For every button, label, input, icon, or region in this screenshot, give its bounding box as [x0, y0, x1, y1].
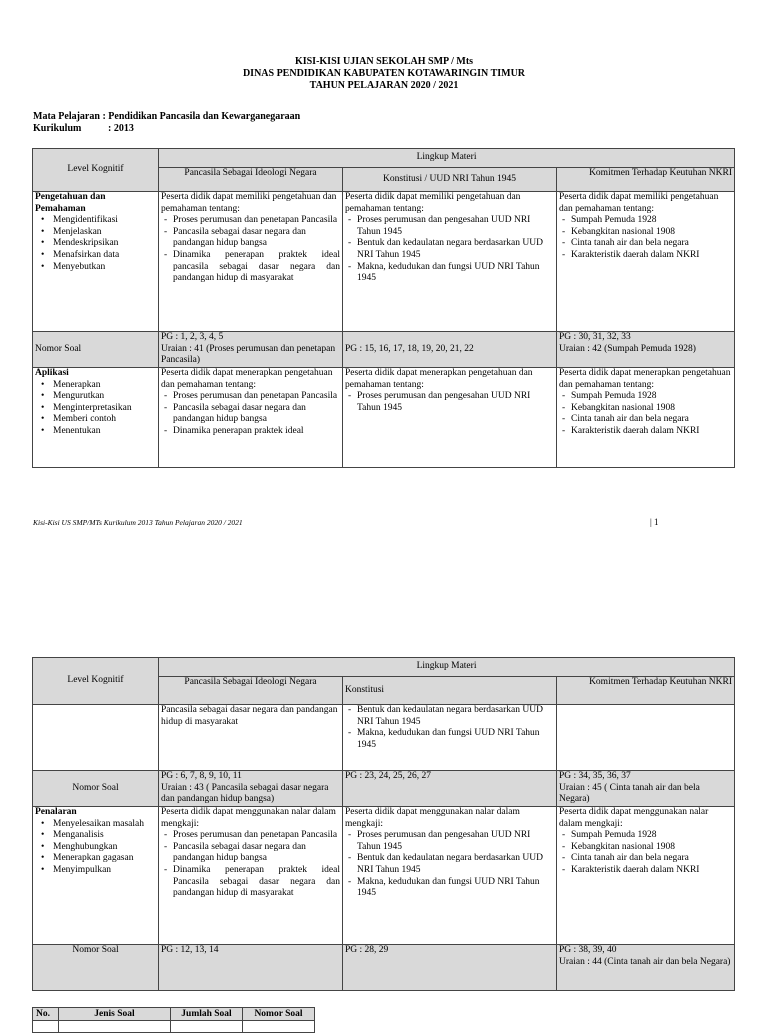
materi-cell: [159, 368, 343, 468]
materi-list: [345, 391, 554, 414]
level-list: [35, 380, 156, 438]
nomor-soal-cell: [343, 771, 557, 807]
pg-numbers: PG : 30, 31, 32, 33: [559, 332, 631, 342]
materi-list: [345, 215, 554, 285]
list-item: - Bentuk dan kedaulatan negara berdasarkan UUD NRI Tahun 1945: [357, 853, 554, 876]
list-item: - Proses perumusan dan pengesahan UUD NRI Tahun 1945: [357, 830, 554, 853]
list-item: • Menganalisis: [53, 830, 156, 842]
list-item: - Sumpah Pemuda 1928: [571, 391, 732, 403]
uraian-numbers: Uraian : 44 (Cinta tanah air dan bela Negara): [559, 956, 731, 967]
nomor-soal-cell: [557, 945, 735, 991]
lingkup-materi-header: Lingkup Materi: [159, 149, 735, 168]
list-item: • Menyebutkan: [53, 262, 156, 274]
materi-cell: [557, 705, 735, 771]
list-item: • Menafsirkan data: [53, 250, 156, 262]
pg-numbers: PG : 12, 13, 14: [161, 945, 219, 955]
materi-intro: Peserta didik dapat menggunakan nalar dalam mengkaji:: [161, 807, 336, 829]
pg-numbers: PG : 15, 16, 17, 18, 19, 20, 21, 22: [345, 343, 474, 354]
list-item: • Menyimpulkan: [53, 865, 156, 877]
subject-meta: [33, 111, 300, 135]
col-jumlah-header: Jumlah Soal: [171, 1008, 243, 1021]
document-header: [0, 56, 768, 92]
list-item: - Makna, kedudukan dan fungsi UUD NRI Tahun 1945: [357, 728, 554, 751]
kurikulum-value: : 2013: [108, 123, 134, 134]
col-komitmen-header: Komitmen Terhadap Keutuhan NKRI: [557, 168, 735, 192]
list-item: - Proses perumusan dan penetapan Pancasila: [173, 391, 340, 403]
materi-text: Pancasila sebagai dasar negara dan pandangan hidup di masyarakat: [161, 705, 338, 727]
nomor-soal-label: Nomor Soal: [33, 332, 159, 368]
list-item: - Dinamika penerapan praktek ideal Pancasila sebagai dasar negara dan pandangan hidup di masyarakat: [173, 865, 340, 900]
list-item: - Makna, kedudukan dan fungsi UUD NRI Tahun 1945: [357, 262, 554, 285]
materi-cell: [557, 368, 735, 468]
list-item: - Kebangkitan nasional 1908: [571, 842, 732, 854]
pg-numbers: PG : 23, 24, 25, 26, 27: [345, 771, 432, 781]
pg-numbers: PG : 28, 29: [345, 945, 389, 955]
materi-cell: [159, 807, 343, 945]
list-item: • Mengidentifikasi: [53, 215, 156, 227]
list-item: • Menyelesaikan masalah: [53, 819, 156, 831]
col-jenis-header: Jenis Soal: [59, 1008, 171, 1021]
col-pancasila-header: Pancasila Sebagai Ideologi Negara: [159, 677, 343, 705]
list-item: - Proses perumusan dan pengesahan UUD NRI Tahun 1945: [357, 391, 554, 414]
list-item: • Memberi contoh: [53, 414, 156, 426]
list-item: - Karakteristik daerah dalam NKRI: [571, 250, 732, 262]
kisi-table-2: [32, 657, 735, 991]
pg-numbers: PG : 6, 7, 8, 9, 10, 11: [161, 771, 242, 781]
nomor-soal-cell: [343, 945, 557, 991]
materi-intro: Peserta didik dapat memiliki pengetahuan dan pemahaman tentang:: [345, 192, 521, 214]
list-item: • Menghubungkan: [53, 842, 156, 854]
mapel-label: Mata Pelajaran: [33, 111, 100, 122]
nomor-soal-cell: [343, 332, 557, 368]
uraian-numbers: Uraian : 41 (Proses perumusan dan penetapan Pancasila): [161, 343, 336, 366]
list-item: - Proses perumusan dan penetapan Pancasila: [173, 830, 340, 842]
col-komitmen-header: Komitmen Terhadap Keutuhan NKRI: [557, 677, 735, 705]
list-item: • Menerapkan: [53, 380, 156, 392]
materi-intro: Peserta didik dapat menerapkan pengetahuan dan pemahaman tentang:: [161, 368, 333, 390]
list-item: • Mengurutkan: [53, 391, 156, 403]
level-title: Penalaran: [35, 807, 77, 817]
list-item: • Menjelaskan: [53, 227, 156, 239]
list-item: - Cinta tanah air dan bela negara: [571, 853, 732, 865]
header-line-3: TAHUN PELAJARAN 2020 / 2021: [309, 80, 459, 91]
nomor-soal-label: Nomor Soal: [33, 771, 159, 807]
materi-list: [559, 215, 732, 261]
header-line-2: DINAS PENDIDIKAN KABUPATEN KOTAWARINGIN TIMUR: [242, 68, 526, 79]
materi-cell: [343, 192, 557, 332]
materi-intro: Peserta didik dapat menggunakan nalar dalam mengkaji:: [559, 807, 709, 829]
materi-list: [161, 830, 340, 900]
list-item: - Pancasila sebagai dasar negara dan pandangan hidup bangsa: [173, 227, 340, 250]
materi-intro: Peserta didik dapat memiliki pengetahuan dan pemahaman tentang:: [161, 192, 337, 214]
mapel-value: : Pendidikan Pancasila dan Kewarganegaraan: [102, 111, 301, 122]
table-cell: [243, 1021, 315, 1033]
level-cell-aplikasi: [33, 368, 159, 468]
list-item: - Sumpah Pemuda 1928: [571, 215, 732, 227]
nomor-soal-cell: [159, 332, 343, 368]
materi-list: [161, 391, 340, 437]
level-title: Pengetahuan dan Pemahaman: [35, 192, 106, 214]
materi-cell: [159, 705, 343, 771]
materi-list: [345, 830, 554, 900]
kisi-table-1: [32, 148, 735, 468]
list-item: - Dinamika penerapan praktek ideal: [173, 426, 340, 438]
materi-intro: Peserta didik dapat menggunakan nalar dalam mengkaji:: [345, 807, 520, 829]
level-list: [35, 819, 156, 877]
page-footer: Kisi-Kisi US SMP/MTs Kurikulum 2013 Tahun Pelajaran 2020 / 2021: [33, 518, 243, 527]
page-number: | 1: [650, 517, 659, 527]
materi-list: [559, 830, 732, 876]
table-cell: [33, 1021, 59, 1033]
nomor-soal-cell: [159, 771, 343, 807]
materi-list: [559, 391, 732, 437]
level-title: Aplikasi: [35, 368, 69, 378]
materi-cell: [159, 192, 343, 332]
list-item: - Sumpah Pemuda 1928: [571, 830, 732, 842]
nomor-soal-label: Nomor Soal: [33, 945, 159, 991]
nomor-soal-cell: [557, 332, 735, 368]
list-item: - Proses perumusan dan penetapan Pancasila: [173, 215, 340, 227]
list-item: - Makna, kedudukan dan fungsi UUD NRI Tahun 1945: [357, 877, 554, 900]
pg-numbers: PG : 34, 35, 36, 37: [559, 771, 631, 781]
summary-table: [32, 1007, 315, 1033]
pg-numbers: PG : 38, 39, 40: [559, 945, 617, 955]
list-item: - Pancasila sebagai dasar negara dan pandangan hidup bangsa: [173, 842, 340, 865]
level-kognitif-header: Level Kognitif: [33, 149, 159, 192]
materi-list: [345, 705, 554, 751]
uraian-numbers: Uraian : 45 ( Cinta tanah air dan bela Negara): [559, 782, 700, 805]
list-item: - Pancasila sebagai dasar negara dan pandangan hidup bangsa: [173, 403, 340, 426]
materi-cell: [343, 705, 557, 771]
list-item: • Menerapkan gagasan: [53, 853, 156, 865]
list-item: • Menentukan: [53, 426, 156, 438]
kurikulum-label: Kurikulum: [33, 123, 82, 134]
materi-intro: Peserta didik dapat menerapkan pengetahuan dan pemahaman tentang:: [559, 368, 731, 390]
list-item: • Mendeskripsikan: [53, 238, 156, 250]
table-cell: [171, 1021, 243, 1033]
uraian-numbers: Uraian : 43 ( Pancasila sebagai dasar negara dan pandangan hidup bangsa): [161, 782, 329, 805]
list-item: - Kebangkitan nasional 1908: [571, 227, 732, 239]
list-item: - Bentuk dan kedaulatan negara berdasarkan UUD NRI Tahun 1945: [357, 238, 554, 261]
uraian-numbers: Uraian : 42 (Sumpah Pemuda 1928): [559, 343, 696, 354]
table-cell: [59, 1021, 171, 1033]
list-item: - Proses perumusan dan pengesahan UUD NRI Tahun 1945: [357, 215, 554, 238]
list-item: - Kebangkitan nasional 1908: [571, 403, 732, 415]
level-cell-penalaran: [33, 807, 159, 945]
col-nomor-header: Nomor Soal: [243, 1008, 315, 1021]
materi-intro: Peserta didik dapat menerapkan pengetahuan dan pemahaman tentang:: [345, 368, 533, 390]
nomor-soal-cell: [159, 945, 343, 991]
list-item: - Karakteristik daerah dalam NKRI: [571, 426, 732, 438]
list-item: - Karakteristik daerah dalam NKRI: [571, 865, 732, 877]
header-line-1: KISI-KISI UJIAN SEKOLAH SMP / Mts: [294, 56, 474, 67]
list-item: - Bentuk dan kedaulatan negara berdasarkan UUD NRI Tahun 1945: [357, 705, 554, 728]
materi-cell: [343, 368, 557, 468]
col-pancasila-header: Pancasila Sebagai Ideologi Negara: [159, 168, 343, 192]
pg-numbers: PG : 1, 2, 3, 4, 5: [161, 332, 224, 342]
col-konstitusi-header: Konstitusi / UUD NRI Tahun 1945: [343, 168, 557, 192]
list-item: • Menginterpretasikan: [53, 403, 156, 415]
nomor-soal-cell: [557, 771, 735, 807]
materi-cell: [343, 807, 557, 945]
lingkup-materi-header: Lingkup Materi: [159, 658, 735, 677]
level-list: [35, 215, 156, 273]
col-no-header: No.: [33, 1008, 59, 1021]
materi-cell: [557, 192, 735, 332]
col-konstitusi-header: Konstitusi: [343, 677, 557, 705]
list-item: - Dinamika penerapan praktek ideal pancasila sebagai dasar negara dan pandangan hidup di masyarakat: [173, 250, 340, 285]
list-item: - Cinta tanah air dan bela negara: [571, 414, 732, 426]
materi-intro: Peserta didik dapat memiliki pengetahuan dan pemahaman tentang:: [559, 192, 719, 214]
materi-list: [161, 215, 340, 285]
level-cell-empty: [33, 705, 159, 771]
level-kognitif-header: Level Kognitif: [33, 658, 159, 705]
list-item: - Cinta tanah air dan bela negara: [571, 238, 732, 250]
level-cell-pengetahuan: [33, 192, 159, 332]
materi-cell: [557, 807, 735, 945]
